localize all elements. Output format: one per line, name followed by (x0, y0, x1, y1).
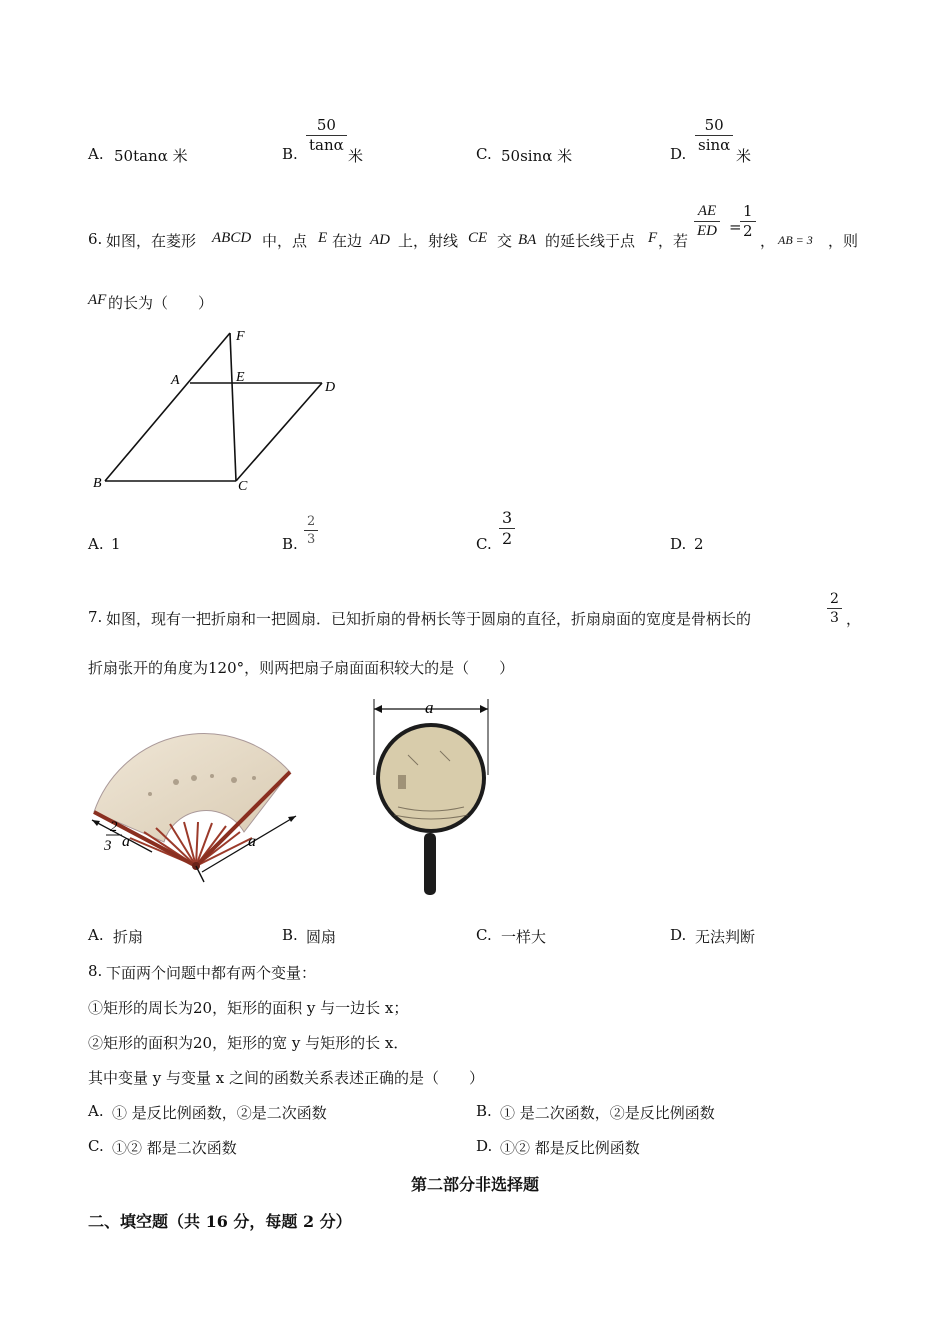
line-bf (105, 333, 230, 481)
q6-text: 交 (497, 232, 513, 250)
q6-var-ba: BA (518, 232, 537, 248)
q5-option-a-text: 50tanα 米 (114, 147, 188, 165)
side-cd (236, 383, 322, 481)
q8-option-b-label: B. (476, 1102, 492, 1120)
q6-option-a-label: A. (88, 535, 104, 553)
q6-var-f: F (648, 230, 658, 246)
fan-rib-label-a: a (248, 833, 256, 850)
label-b: B (93, 476, 102, 491)
q6-option-c-label: C. (476, 535, 492, 553)
q6-ratio-fraction (694, 204, 720, 239)
q6-option-c-fraction (499, 510, 515, 547)
q7-option-d-label: D. (670, 926, 687, 944)
fraction-denominator: sinα (698, 136, 731, 154)
fraction-denominator: ED (697, 223, 717, 239)
q6-var-ce: CE (468, 230, 488, 246)
q7-option-b-label: B. (282, 926, 298, 944)
q6-text: 的延长线于点 (545, 232, 636, 250)
round-fan-handle (424, 833, 436, 895)
fraction-numerator: 2 (307, 514, 316, 529)
q6-text: 中，点 (262, 232, 308, 250)
q5-option-b-label: B. (282, 145, 298, 163)
q6-option-b-fraction (304, 515, 318, 546)
label-d: D (325, 380, 336, 395)
section2-title: 二、填空题（共 16 分，每题 2 分） (88, 1212, 352, 1231)
fraction-numerator: 1 (743, 202, 753, 220)
q5-option-d-label: D. (670, 145, 687, 163)
label-a: A (171, 373, 180, 388)
q8-item-1: ①矩形的周长为20，矩形的面积 y 与一边长 x； (88, 999, 409, 1017)
q8-option-c-label: C. (88, 1137, 104, 1155)
q7-text: ， (846, 610, 862, 628)
q6-text: 在边 (332, 232, 363, 250)
q8-question: 其中变量 y 与变量 x 之间的函数关系表述正确的是（ ） (88, 1069, 485, 1087)
label-c: C (238, 479, 248, 494)
q6-text: ，若 (658, 232, 689, 250)
fraction-numerator: 3 (502, 508, 513, 527)
q8-option-c-text: ①② 都是二次函数 (112, 1139, 237, 1157)
q5-option-c-label: C. (476, 145, 492, 163)
q7-option-a-label: A. (88, 926, 104, 944)
fan-label-a: a (122, 833, 130, 850)
label-e: E (236, 370, 245, 385)
fan-tick (196, 866, 204, 882)
q6-var-abcd: ABCD (212, 230, 252, 246)
q5-option-d-fraction (695, 118, 733, 153)
q7-option-c-text: 一样大 (501, 928, 547, 946)
q5-option-c-text: 50sinα 米 (501, 147, 573, 165)
fraction-numerator: AE (697, 203, 717, 219)
fraction-numerator: 2 (830, 591, 839, 607)
round-fan-face (380, 727, 482, 829)
q6-equals: = (729, 218, 742, 236)
fan-label-numerator: 2 (110, 819, 118, 835)
q6-option-b-label: B. (282, 535, 298, 553)
fraction-denominator: 3 (307, 532, 316, 547)
fraction-denominator: 3 (830, 610, 839, 626)
fraction-denominator: 2 (743, 222, 753, 240)
fraction-numerator: 50 (316, 116, 336, 134)
q6-rhombus-figure (80, 320, 350, 500)
q7-width-fraction (827, 592, 842, 625)
q6-var-ad: AD (370, 232, 390, 248)
q8-option-b-text: ① 是二次函数，②是反比例函数 (500, 1104, 715, 1122)
q6-option-d-label: D. (670, 535, 687, 553)
label-f: F (236, 329, 245, 344)
q7-option-a-text: 折扇 (113, 928, 144, 946)
q8-option-a-text: ① 是反比例函数，②是二次函数 (112, 1104, 327, 1122)
q6-ab-condition: AB = 3 (778, 233, 813, 247)
q6-number: 6. (88, 230, 103, 248)
q7-number: 7. (88, 608, 103, 626)
q7-text: 如图，现有一把折扇和一把圆扇．已知折扇的骨柄长等于圆扇的直径，折扇扇面的宽度是骨柄长的 (106, 610, 752, 628)
q7-option-d-text: 无法判断 (695, 928, 756, 946)
q8-option-d-text: ①② 都是反比例函数 (500, 1139, 640, 1157)
q8-intro: 下面两个问题中都有两个变量： (106, 964, 317, 982)
q6-text: 的长为（ ） (108, 294, 214, 312)
fraction-denominator: 2 (502, 529, 513, 548)
q6-text: ， (760, 232, 776, 250)
q8-option-a-label: A. (88, 1102, 104, 1120)
q5-option-d-unit: 米 (736, 147, 752, 165)
q8-number: 8. (88, 962, 103, 980)
q8-item-2: ②矩形的面积为20，矩形的宽 y 与矩形的长 x． (88, 1034, 409, 1052)
q6-text: ，则 (828, 232, 859, 250)
q5-option-b-unit: 米 (348, 147, 364, 165)
folding-fan-figure (84, 720, 314, 890)
q6-var-e: E (318, 230, 328, 246)
q6-ratio-value (740, 204, 756, 239)
fraction-numerator: 50 (704, 116, 724, 134)
line-cf (230, 333, 236, 481)
q6-option-d-text: 2 (694, 535, 704, 553)
q5-option-a-label: A. (88, 145, 104, 163)
q6-text: 如图，在菱形 (106, 232, 197, 250)
fan-label-denominator: 3 (104, 838, 112, 854)
q6-text: 上，射线 (398, 232, 459, 250)
q7-option-b-text: 圆扇 (306, 928, 337, 946)
q5-option-b-fraction (306, 118, 347, 153)
q6-option-a-text: 1 (111, 535, 121, 553)
q7-option-c-label: C. (476, 926, 492, 944)
fraction-denominator: tanα (309, 136, 344, 154)
q8-option-d-label: D. (476, 1137, 493, 1155)
part2-title: 第二部分非选择题 (410, 1175, 539, 1194)
q6-var-af: AF (88, 292, 107, 308)
round-fan-figure (368, 695, 494, 900)
q7-text: 折扇张开的角度为120°，则两把扇子扇面面积较大的是（ ） (88, 659, 515, 677)
round-fan-label-a: a (425, 698, 434, 717)
